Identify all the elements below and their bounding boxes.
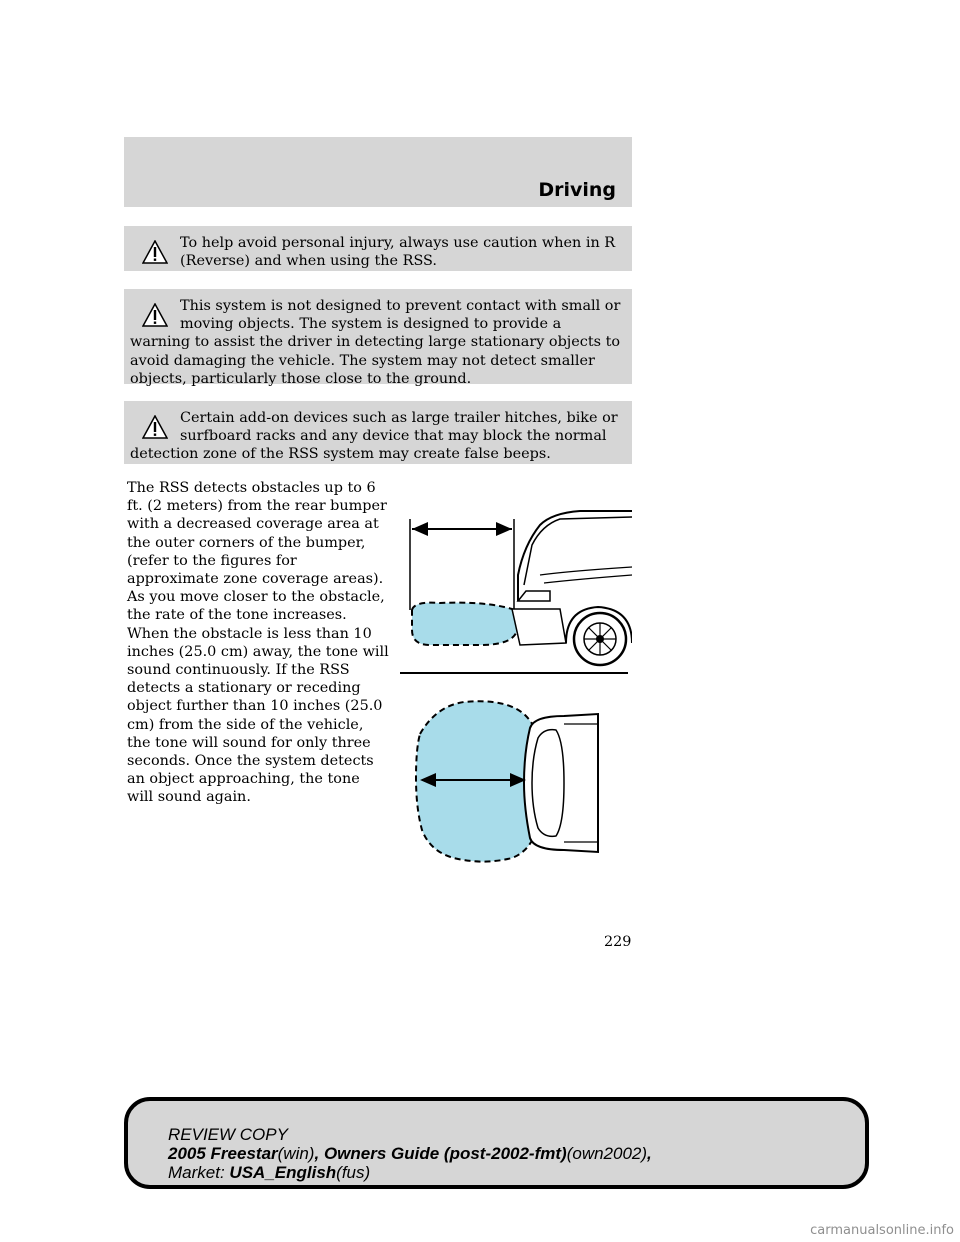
vehicle-model: 2005 Freestar — [168, 1144, 278, 1163]
footer-separator-2: , — [647, 1144, 652, 1163]
page-number: 229 — [604, 934, 632, 950]
guide-name: Owners Guide (post-2002-fmt) — [323, 1144, 567, 1163]
warning-box-1 — [124, 226, 632, 271]
warning-triangle-icon — [142, 303, 168, 327]
top-view-coverage-figure — [408, 698, 604, 868]
warning-text-1: To help avoid personal injury, always use caution when in R (Reverse) and when using the RSS. — [180, 235, 616, 270]
vehicle-code: (win) — [277, 1144, 315, 1163]
market-code: (fus) — [336, 1163, 371, 1182]
review-copy-label: REVIEW COPY — [168, 1125, 288, 1144]
section-title: Driving — [538, 179, 616, 201]
watermark: carmanualsonline.info — [810, 1223, 954, 1238]
side-view-coverage-figure — [400, 505, 632, 680]
warning-text-3: Certain add-on devices such as large trailer hitches, bike or surfboard racks and any device that may block the normal detection zone of the RSS system may create false beeps. — [130, 410, 618, 463]
warning-triangle-icon — [142, 240, 168, 264]
coverage-zone — [412, 603, 518, 645]
review-copy-footer — [124, 1097, 869, 1189]
warning-box-2 — [124, 289, 632, 387]
warning-triangle-icon — [142, 415, 168, 439]
market-value: USA_English — [229, 1163, 337, 1182]
warning-text-2: This system is not designed to prevent contact with small or moving objects. The system is designed to provide a warning to assist the driver in detecting large stationary objects to avoid damaging the vehicle. The system may not detect smaller objects, particularly those close to the ground. — [130, 298, 621, 387]
warning-box-3 — [124, 401, 632, 464]
section-header — [124, 137, 632, 207]
guide-code: (own2002) — [566, 1144, 648, 1163]
footer-separator-1: , — [314, 1144, 324, 1163]
market-label: Market: — [168, 1163, 225, 1182]
body-paragraph: The RSS detects obstacles up to 6 ft. (2 meters) from the rear bumper with a decreased coverage area at the outer corners of the bumper, (refer to the figures for approximate zone coverage areas). As you move closer to the obstacle, the rate of the tone increases. When the obstacle is less than 10 inches (25.0 cm) away, the tone will sound continuously. If the RSS detects a stationary or receding object further than 10 inches (25.0 cm) from the side of the vehicle, the tone will sound for only three seconds. Once the system detects an object approaching, the tone will sound again. — [127, 480, 389, 806]
